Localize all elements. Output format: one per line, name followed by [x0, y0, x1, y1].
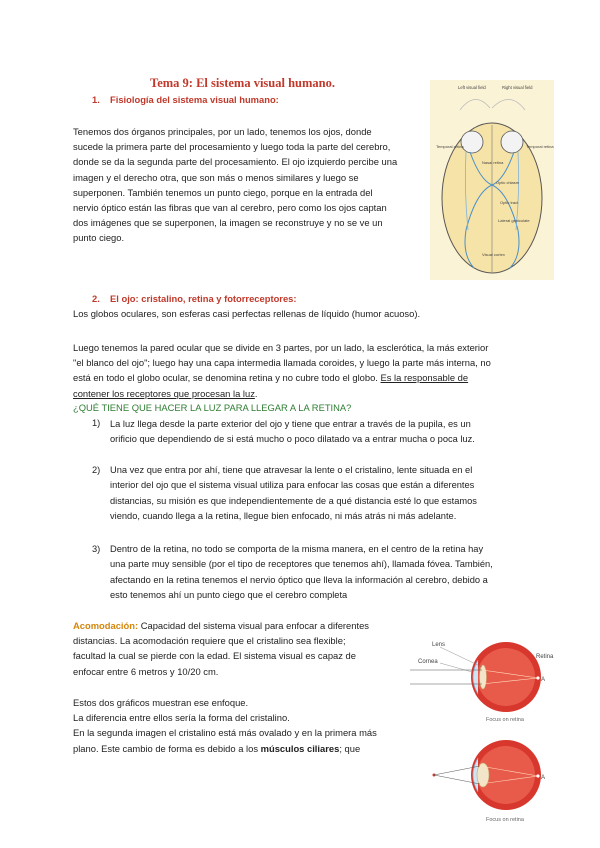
text-line: enfocar entre 6 metros y 10/20 cm.	[73, 665, 219, 677]
label-right-visual-field: Right visual field	[502, 85, 533, 90]
text-line: superponen. También tenemos un punto ciego, porque en la entrada del	[73, 186, 373, 198]
label-retina: Retina	[536, 654, 554, 660]
text-line: En la segunda imagen el cristalino está más ovalado y en la primera más	[73, 727, 377, 739]
item-1-number: 1)	[92, 418, 101, 428]
underlined-text-b: contener los receptores que procesan la luz	[73, 387, 255, 399]
text-line: La luz llega desde la parte exterior del ojo y tiene que entrar a través de la pupila, es un	[110, 419, 471, 429]
label-left-visual-field: Left visual field	[458, 85, 486, 90]
acomodacion-term: Acomodación:	[73, 620, 139, 631]
right-eye	[501, 131, 523, 153]
section-2-intro: Los globos oculares, son esferas casi perfectas rellenas de líquido (humor acuoso).	[73, 308, 421, 319]
text-line: facultad la cual se pierde con la edad. El sistema visual es capaz de	[73, 650, 356, 662]
eye-focus-figure-2	[410, 730, 558, 826]
ciliary-muscles-term: músculos ciliares	[260, 742, 340, 754]
item-2-text	[110, 463, 550, 525]
label-point-a: A	[541, 775, 546, 781]
eye-focus-figure-1	[410, 632, 558, 724]
eye-diagram-1	[410, 632, 558, 724]
caption-focus-1: Focus on retina	[486, 717, 524, 723]
text-line: Acomodación: Capacidad del sistema visual para enfocar a diferentes	[73, 620, 369, 631]
text-line: afectando en la retina tenemos el nervio óptico que lleva la información al cerebro, debido a	[110, 574, 488, 585]
section-1-paragraph	[73, 124, 433, 246]
label-visual-cortex: Visual cortex	[482, 252, 505, 257]
label-lens: Lens	[432, 642, 446, 648]
eye-diagram-2	[410, 730, 558, 826]
text-line: distancias. La acomodación requiere que el cristalino sea flexible;	[73, 635, 346, 647]
text-line: una parte muy sensible (por el tipo de receptores que tenemos ahí), llamada fóvea. También,	[110, 559, 493, 570]
item-3-number: 3)	[92, 544, 101, 554]
text-line: Estos dos gráficos muestran ese enfoque.	[73, 697, 249, 708]
section-1-heading: Fisiología del sistema visual humano:	[110, 94, 279, 105]
text-line: punto ciego.	[73, 232, 125, 244]
text-line: dos imágenes que se superponen, la imagen se reconstruye y no se ve un	[73, 217, 383, 229]
focus-point	[536, 676, 539, 679]
text-line: Una vez que entra por ahí, tiene que atravesar la lente o el cristalino, lente situada en el	[110, 465, 473, 475]
text-line: imagen y el derecho otra, que son más o menos similares y luego se	[73, 171, 359, 183]
label-optic-chiasm: Optic chiasm	[496, 180, 520, 185]
item-2-number: 2)	[92, 465, 101, 475]
item-3-text	[110, 542, 550, 604]
caption-focus-2: Focus on retina	[486, 817, 524, 823]
label-cornea: Cornea	[418, 659, 438, 665]
text-line: "el blanco del ojo"; luego hay una capa intermedia llamada coroides, y luego la parte más interna, no	[73, 357, 491, 369]
question-heading: ¿QUÉ TIENE QUE HACER LA LUZ PARA LLEGAR A LA RETINA?	[73, 402, 352, 413]
text-line: contener los receptores que procesan la luz.	[73, 387, 258, 399]
item-1-text	[110, 417, 550, 448]
text-line: viendo, cuando llega a la retina, llegue bien enfocado, ni más atrás ni más adelante.	[110, 511, 457, 522]
text-line: plano. Este cambio de forma es debido a los músculos ciliares; que	[73, 742, 361, 754]
text-line: distancias, su misión es que independientemente de a qué distancia esté lo que estamos	[110, 495, 477, 506]
section-2-number: 2.	[92, 293, 100, 304]
text-line: Tenemos dos órganos principales, por un lado, tenemos los ojos, donde	[73, 126, 372, 137]
text-line: está en todo el globo ocular, se denomina retina y no cubre todo el globo. Es la responsable de	[73, 372, 469, 384]
focus-point	[536, 774, 539, 777]
underlined-text-a: Es la responsable de	[380, 372, 469, 384]
text-line: donde se da la segunda parte del procesamiento. El ojo izquierdo percibe una	[73, 156, 398, 168]
text-line: orificio que dependiendo de si está mucho o poco dilatado va a entrar mucha o poca luz.	[110, 434, 475, 445]
section-1-number: 1.	[92, 94, 100, 105]
lens-flat	[480, 665, 487, 689]
label-point-a: A	[541, 677, 546, 683]
text-line: nervio óptico están las fibras que van al cerebro, pero como los ojos captan	[73, 202, 387, 214]
section-2-heading: El ojo: cristalino, retina y fotorreceptores:	[110, 293, 297, 304]
text-line: Dentro de la retina, no todo se comporta de la misma manera, en el centro de la retina hay	[110, 544, 484, 554]
text-line: esto tenemos ahí un punto ciego que el cerebro completa	[110, 590, 348, 601]
section-2-paragraph	[73, 340, 543, 401]
text-line: La diferencia entre ellos sería la forma del cristalino.	[73, 712, 290, 724]
graphs-paragraph	[73, 695, 403, 756]
left-eye	[461, 131, 483, 153]
text-line: sucede la primera parte del procesamiento y luego toda la parte del cerebro,	[73, 141, 391, 153]
text-line: interior del ojo que el sistema visual utiliza para enfocar las cosas que están a diferentes	[110, 480, 475, 491]
acomodacion-paragraph	[73, 618, 403, 679]
text-line: Luego tenemos la pared ocular que se divide en 3 partes, por un lado, la esclerótica, la más exterior	[73, 342, 489, 353]
label-lateral-geniculate: Lateral geniculate	[498, 218, 530, 223]
label-temporal-retina-right: Temporal retina	[526, 144, 554, 149]
label-temporal-retina-left: Temporal retina	[436, 144, 464, 149]
page-title: Tema 9: El sistema visual humano.	[150, 76, 335, 90]
brain-visual-pathway-figure	[430, 80, 554, 280]
label-nasal-retina: Nasal retina	[482, 160, 504, 165]
brain-diagram	[430, 80, 554, 280]
label-optic-tract: Optic tract	[500, 200, 519, 205]
